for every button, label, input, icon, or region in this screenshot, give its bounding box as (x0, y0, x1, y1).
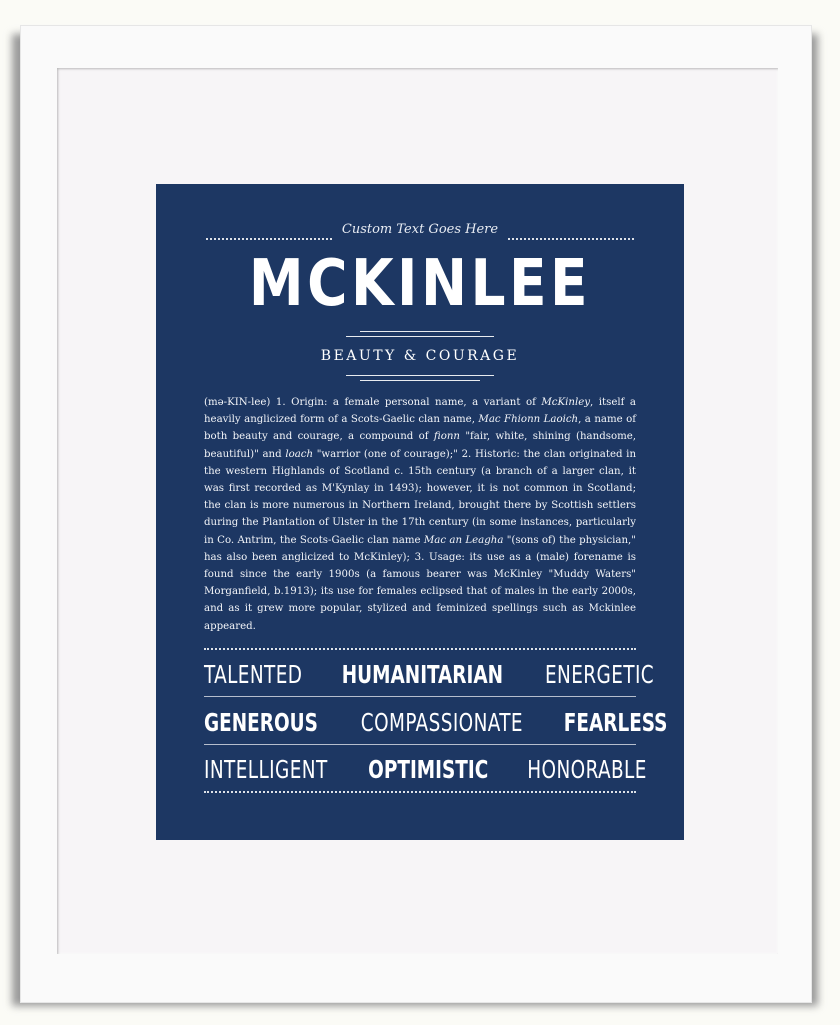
rule-below-tagline-1 (346, 375, 494, 376)
pronunciation: (mə-KIN-lee) (204, 397, 271, 408)
trait-word: OPTIMISTIC (367, 754, 489, 784)
definition-italic: Mac an Leagha (423, 534, 504, 546)
name-print (156, 184, 684, 840)
trait-word: HONORABLE (527, 754, 648, 784)
definition-italic: loach (285, 448, 314, 460)
definition-text: "warrior (one of courage);" 2. Historic: the clan originated in the western Highlands of Scotland c. 15th century (a branch of a larger clan, it was first recorded as M'Kynlay in 1493); however, it is not common in Scotland; the clan is more numerous in Northern Ireland, brought there by Scottish settlers during the Plantation of Ulster in the 17th century (in some instances, particularly in Co. Antrim, the Scots-Gaelic clan name (204, 448, 637, 546)
traits-row-2 (204, 702, 668, 742)
name-definition (204, 394, 636, 635)
dotted-rule-top-right (508, 238, 634, 240)
definition-text: , itself a heavily anglicized form of a Scots-Gaelic clan name, (204, 397, 636, 426)
definition-italic: fionn (433, 431, 460, 443)
trait-word: INTELLIGENT (204, 754, 328, 784)
rule-above-tagline-1 (360, 331, 480, 332)
definition-text: 1. Origin: a female personal name, a variant of (275, 397, 542, 408)
trait-divider-1 (204, 696, 636, 697)
trait-divider-2 (204, 744, 636, 745)
name-heading: MCKINLEE (248, 247, 592, 321)
trait-word: FEARLESS (563, 707, 668, 737)
definition-italic: Mac Fhionn Laoich (478, 414, 579, 426)
dotted-rule-traits-top (204, 648, 636, 650)
traits-row-3 (204, 749, 648, 789)
tagline: BEAUTY & COURAGE (320, 348, 520, 364)
trait-word: HUMANITARIAN (341, 659, 504, 689)
definition-text: "(sons of) the physician," has also been anglicized to McKinley); 3. Usage: its use as a (male) forename is found since the early 1900s (a famous bearer was McKinley "Muddy Waters" Morganfield, b.1913); its use for females eclipsed that of males in the early 2000s, and as it grew more popular, stylized and feminized spellings such as Mckinlee appeared. (204, 534, 636, 632)
definition-text: "fair, white, shining (handsome, beautiful)" and (204, 431, 637, 460)
trait-word: TALENTED (204, 659, 303, 689)
trait-word: GENEROUS (204, 707, 318, 737)
definition-text: , a name of both beauty and courage, a compound of (204, 414, 636, 443)
traits-row-1 (204, 654, 654, 694)
dotted-rule-top-left (206, 238, 332, 240)
definition-italic: McKinley (541, 397, 590, 408)
dotted-rule-traits-bottom (204, 791, 636, 793)
trait-word: ENERGETIC (544, 659, 654, 689)
rule-above-tagline-2 (346, 336, 494, 337)
trait-word: COMPASSIONATE (360, 707, 523, 737)
rule-below-tagline-2 (360, 380, 480, 381)
custom-text: Custom Text Goes Here (341, 222, 499, 237)
